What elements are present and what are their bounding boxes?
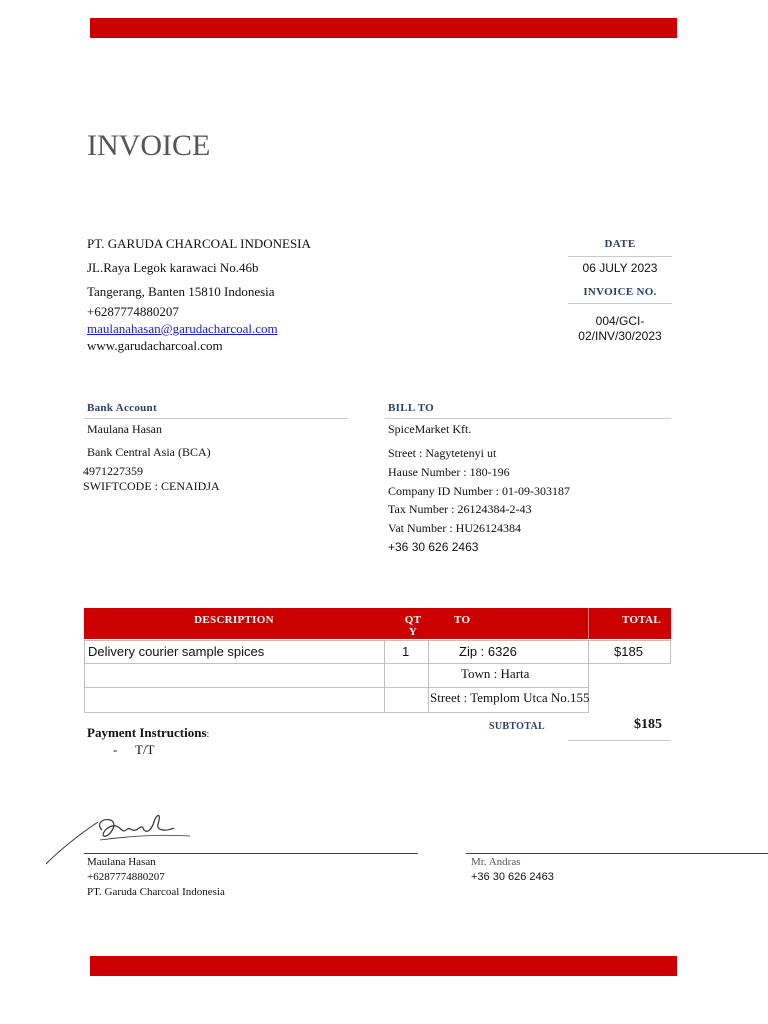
bill-to-company-id: Company ID Number : 01-09-303187 [388, 484, 570, 498]
row-to: Zip : 6326 [459, 644, 517, 659]
header-description: DESCRIPTION [194, 614, 274, 626]
bank-divider [84, 418, 348, 419]
company-name: PT. GARUDA CHARCOAL INDONESIA [87, 236, 311, 251]
signer-company: PT. Garuda Charcoal Indonesia [87, 886, 225, 898]
bill-to-name: SpiceMarket Kft. [388, 422, 472, 436]
row-description: Delivery courier sample spices [88, 644, 265, 659]
bill-to-street: Street : Nagytetenyi ut [388, 446, 497, 460]
row-total: $185 [614, 644, 643, 659]
company-email-link[interactable]: maulanahasan@garudacharcoal.com [87, 321, 278, 336]
subtotal-divider [568, 740, 671, 741]
bill-to-label: BILL TO [388, 402, 435, 414]
invoice-no-divider [568, 303, 672, 304]
bill-to-tax: Tax Number : 26124384-2-43 [388, 502, 532, 516]
header-qty-line2: Y [408, 626, 418, 638]
row-qty: 1 [402, 644, 410, 659]
bank-holder: Maulana Hasan [87, 422, 162, 436]
payment-instructions [87, 725, 209, 743]
bill-to-vat: Vat Number : HU26124384 [388, 521, 521, 535]
bank-swift: SWIFTCODE : CENAIDJA [83, 479, 220, 493]
company-website: www.garudacharcoal.com [87, 338, 223, 353]
table-cell-qty [384, 640, 429, 664]
bank-account-label: Bank Account [87, 402, 157, 414]
signer-name: Maulana Hasan [87, 856, 156, 868]
bank-account-number: 4971227359 [83, 464, 143, 478]
bottom-accent-bar [90, 956, 677, 976]
table-row [84, 687, 385, 713]
company-address-line2: Tangerang, Banten 15810 Indonesia [87, 284, 275, 299]
signature-line-left [84, 853, 418, 854]
invoice-no-line2: 02/INV/30/2023 [578, 329, 662, 343]
top-accent-bar [90, 18, 677, 38]
date-label: DATE [604, 238, 636, 250]
bill-to-house: Hause Number : 180-196 [388, 465, 510, 479]
signer-phone: +6287774880207 [87, 871, 165, 883]
header-qty [385, 614, 441, 638]
invoice-title: INVOICE [87, 129, 211, 162]
row-to: Street : Templom Utca No.155 [430, 690, 590, 705]
signature-line-right [466, 853, 768, 854]
row-to: Town : Harta [461, 666, 530, 681]
bill-to-divider [385, 418, 671, 419]
recipient-phone: +36 30 626 2463 [471, 871, 554, 883]
date-value: 06 JULY 2023 [582, 261, 658, 275]
table-cell-to [428, 663, 589, 688]
table-row [84, 640, 385, 664]
header-to: TO [454, 614, 471, 626]
subtotal-label: SUBTOTAL [489, 721, 545, 732]
invoice-no-label: INVOICE NO. [583, 286, 657, 298]
company-phone: +6287774880207 [87, 304, 179, 319]
payment-method: T/T [135, 742, 155, 757]
recipient-name: Mr. Andras [471, 856, 521, 868]
table-cell-qty [384, 687, 429, 713]
payment-colon: : [206, 729, 210, 740]
header-qty-line1: QT [404, 614, 422, 626]
table-cell-to [428, 687, 589, 713]
invoice-no-line1: 004/GCI- [595, 314, 645, 328]
table-cell-to [428, 640, 589, 664]
table-cell-total [588, 640, 671, 664]
payment-label: Payment Instructions [87, 725, 207, 740]
company-address-line1: JL.Raya Legok karawaci No.46b [87, 260, 259, 275]
payment-bullet: - [113, 742, 118, 757]
subtotal-value: $185 [634, 717, 662, 732]
table-row [84, 663, 385, 688]
header-total: TOTAL [622, 614, 661, 626]
table-cell-qty [384, 663, 429, 688]
bill-to-phone: +36 30 626 2463 [388, 540, 479, 554]
header-total-divider [588, 608, 589, 639]
bank-name: Bank Central Asia (BCA) [87, 445, 211, 459]
date-divider [568, 256, 672, 257]
